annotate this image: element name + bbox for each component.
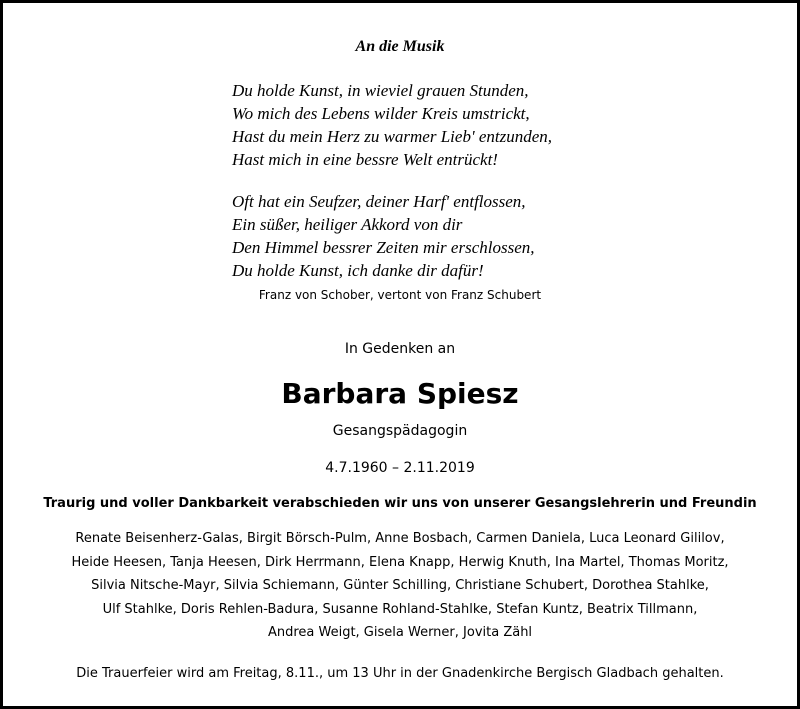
poem-title: An die Musik [355,38,445,55]
poem-line: Du holde Kunst, ich danke dir dafür! [232,261,484,280]
poem-line: Ein süßer, heiliger Akkord von dir [232,215,463,234]
mourner-line: Renate Beisenherz-Galas, Birgit Börsch-Pulm, Anne Bosbach, Carmen Daniela, Luca Leonard Gililov, [75,531,725,546]
poem-line: Hast mich in eine bessre Welt entrückt! [232,150,498,169]
poem-credit: Franz von Schober, vertont von Franz Schubert [258,288,542,302]
poem-line: Du holde Kunst, in wieviel grauen Stunden, [232,81,529,100]
poem-line: Den Himmel bessrer Zeiten mir erschlossen, [232,238,535,257]
poem-line: Wo mich des Lebens wilder Kreis umstrickt, [232,104,530,123]
service-announcement: Die Trauerfeier wird am Freitag, 8.11., um 13 Uhr in der Gnadenkirche Bergisch Gladbach gehalten. [76,666,724,681]
mourner-line: Andrea Weigt, Gisela Werner, Jovita Zähl [267,625,533,640]
poem-line: Oft hat ein Seufzer, deiner Harf' entflossen, [232,192,526,211]
poem-stanza-1 [232,79,552,171]
deceased-profession: Gesangspädagogin [332,423,468,439]
poem-line: Hast du mein Herz zu warmer Lieb' entzunden, [232,127,553,146]
mourner-line: Heide Heesen, Tanja Heesen, Dirk Herrmann, Elena Knapp, Herwig Knuth, Ina Martel, Thomas Moritz, [71,554,729,570]
memorial-intro: In Gedenken an [344,341,456,357]
life-dates: 4.7.1960 – 2.11.2019 [325,460,475,476]
poem-stanza-2 [232,190,535,282]
deceased-name: Barbara Spiesz [281,377,519,410]
mourner-line: Ulf Stahlke, Doris Rehlen-Badura, Susanne Rohland-Stahlke, Stefan Kuntz, Beatrix Tillmann, [102,601,698,617]
mourner-line: Silvia Nitsche-Mayr, Silvia Schiemann, Günter Schilling, Christiane Schubert, Dorothea Stahlke, [91,578,709,593]
farewell-statement: Traurig und voller Dankbarkeit verabschieden wir uns von unserer Gesangslehrerin und Freundin [43,496,757,511]
mourner-list [3,527,797,645]
